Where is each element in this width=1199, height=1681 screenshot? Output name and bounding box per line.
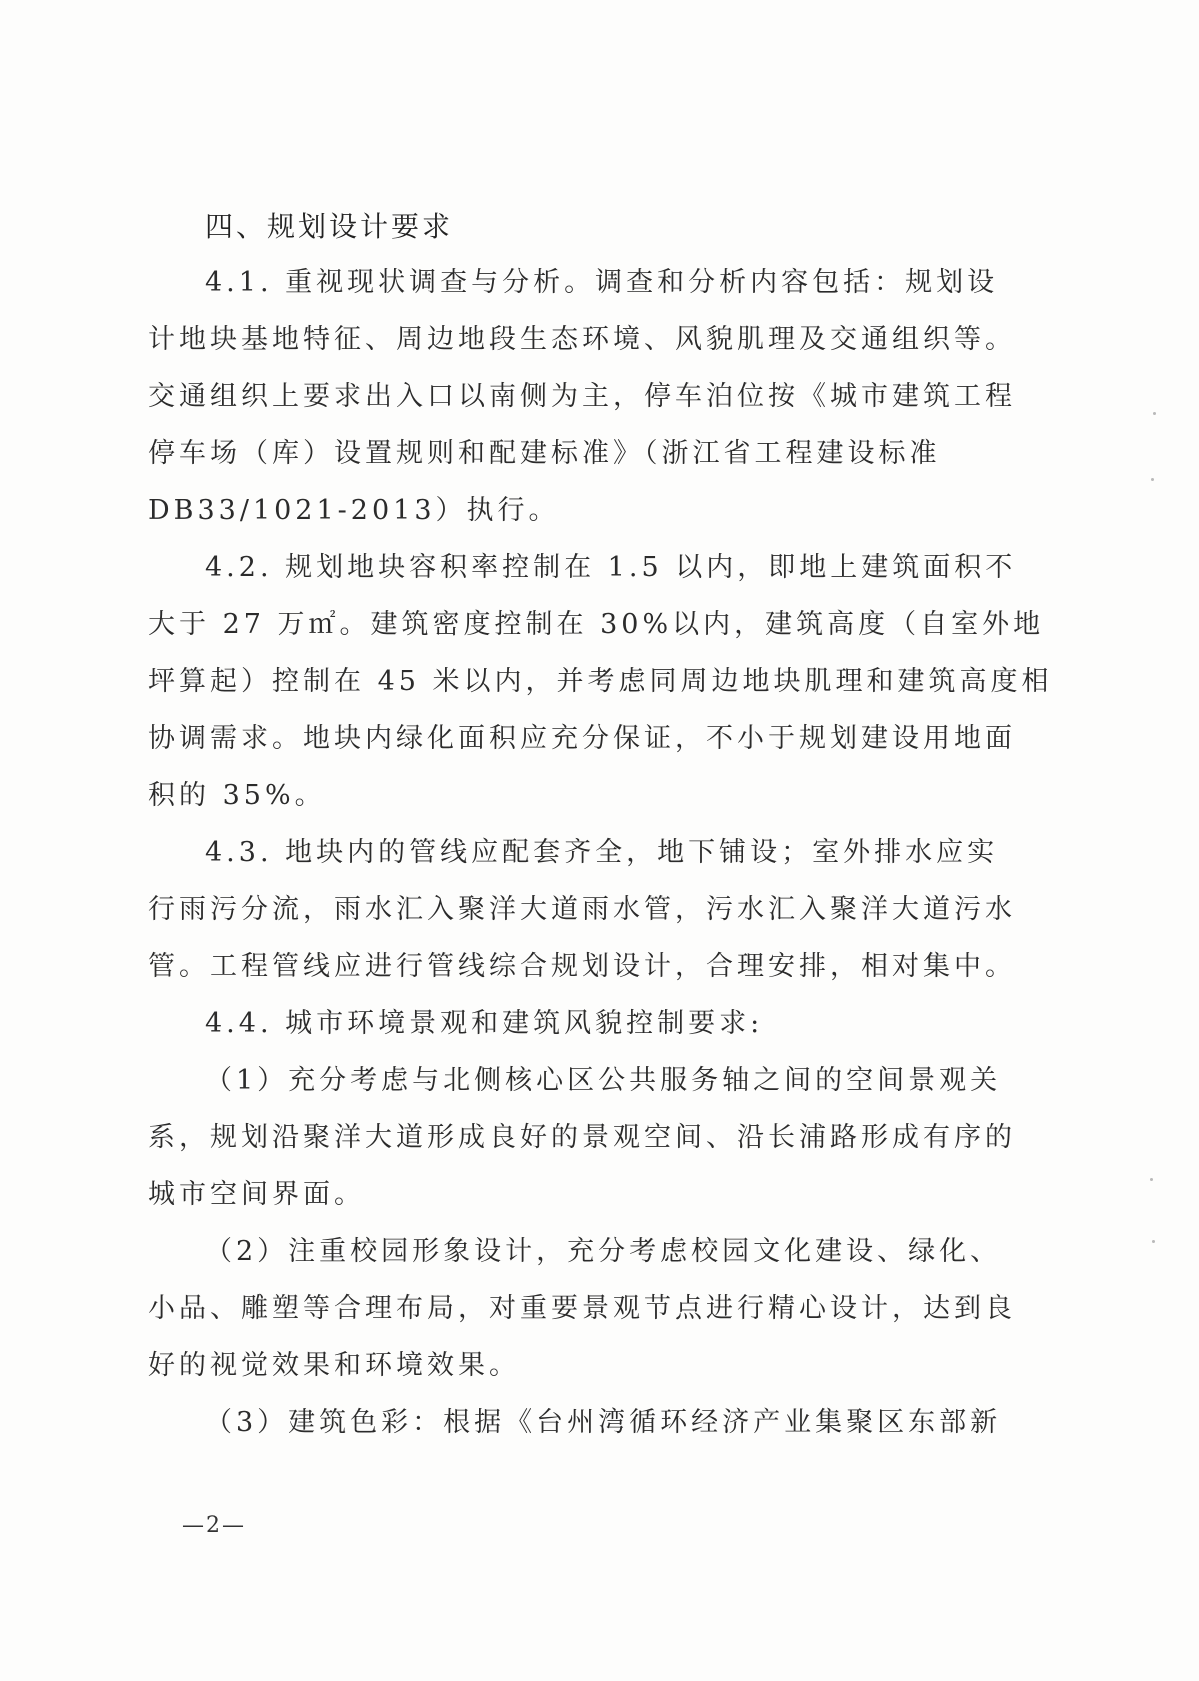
paragraph-line: 积的 35%。 (148, 780, 326, 811)
scan-speck (1151, 478, 1154, 481)
paragraph-line: DB33/1021-2013）执行。 (148, 495, 560, 526)
paragraph-line: （2）注重校园形象设计，充分考虑校园文化建设、绿化、 (205, 1236, 1002, 1267)
paragraph-line: （3）建筑色彩：根据《台州湾循环经济产业集聚区东部新 (205, 1407, 1002, 1438)
paragraph-line: 系，规划沿聚洋大道形成良好的景观空间、沿长浦路形成有序的 (148, 1122, 1016, 1153)
scan-speck (1153, 412, 1156, 415)
scan-speck (1150, 1178, 1153, 1181)
paragraph-line: 好的视觉效果和环境效果。 (148, 1350, 520, 1381)
paragraph-line: 行雨污分流，雨水汇入聚洋大道雨水管，污水汇入聚洋大道污水 (148, 894, 1016, 925)
paragraph-line: （1）充分考虑与北侧核心区公共服务轴之间的空间景观关 (205, 1065, 1002, 1096)
section-heading: 四、规划设计要求 (205, 210, 454, 243)
paragraph-line: 交通组织上要求出入口以南侧为主，停车泊位按《城市建筑工程 (148, 381, 1016, 412)
paragraph-line: 管。工程管线应进行管线综合规划设计，合理安排，相对集中。 (148, 951, 1016, 982)
paragraph-line: 坪算起）控制在 45 米以内，并考虑同周边地块肌理和建筑高度相 (148, 666, 1053, 697)
paragraph-line: 4.3. 地块内的管线应配套齐全，地下铺设；室外排水应实 (205, 837, 999, 868)
paragraph-line: 协调需求。地块内绿化面积应充分保证，不小于规划建设用地面 (148, 723, 1016, 754)
paragraph-line: 小品、雕塑等合理布局，对重要景观节点进行精心设计，达到良 (148, 1293, 1016, 1324)
page-number: —2— (182, 1513, 246, 1538)
paragraph-line: 大于 27 万㎡。建筑密度控制在 30%以内，建筑高度（自室外地 (148, 609, 1045, 640)
paragraph-line: 4.4. 城市环境景观和建筑风貌控制要求: (205, 1008, 764, 1039)
paragraph-line: 4.2. 规划地块容积率控制在 1.5 以内，即地上建筑面积不 (205, 552, 1017, 583)
scan-speck (1152, 1240, 1155, 1243)
paragraph-line: 4.1. 重视现状调查与分析。调查和分析内容包括：规划设 (205, 267, 999, 298)
paragraph-line: 城市空间界面。 (148, 1179, 365, 1210)
paragraph-line: 停车场（库）设置规则和配建标准》（浙江省工程建设标准 (148, 438, 941, 469)
paragraph-line: 计地块基地特征、周边地段生态环境、风貌肌理及交通组织等。 (148, 324, 1016, 355)
